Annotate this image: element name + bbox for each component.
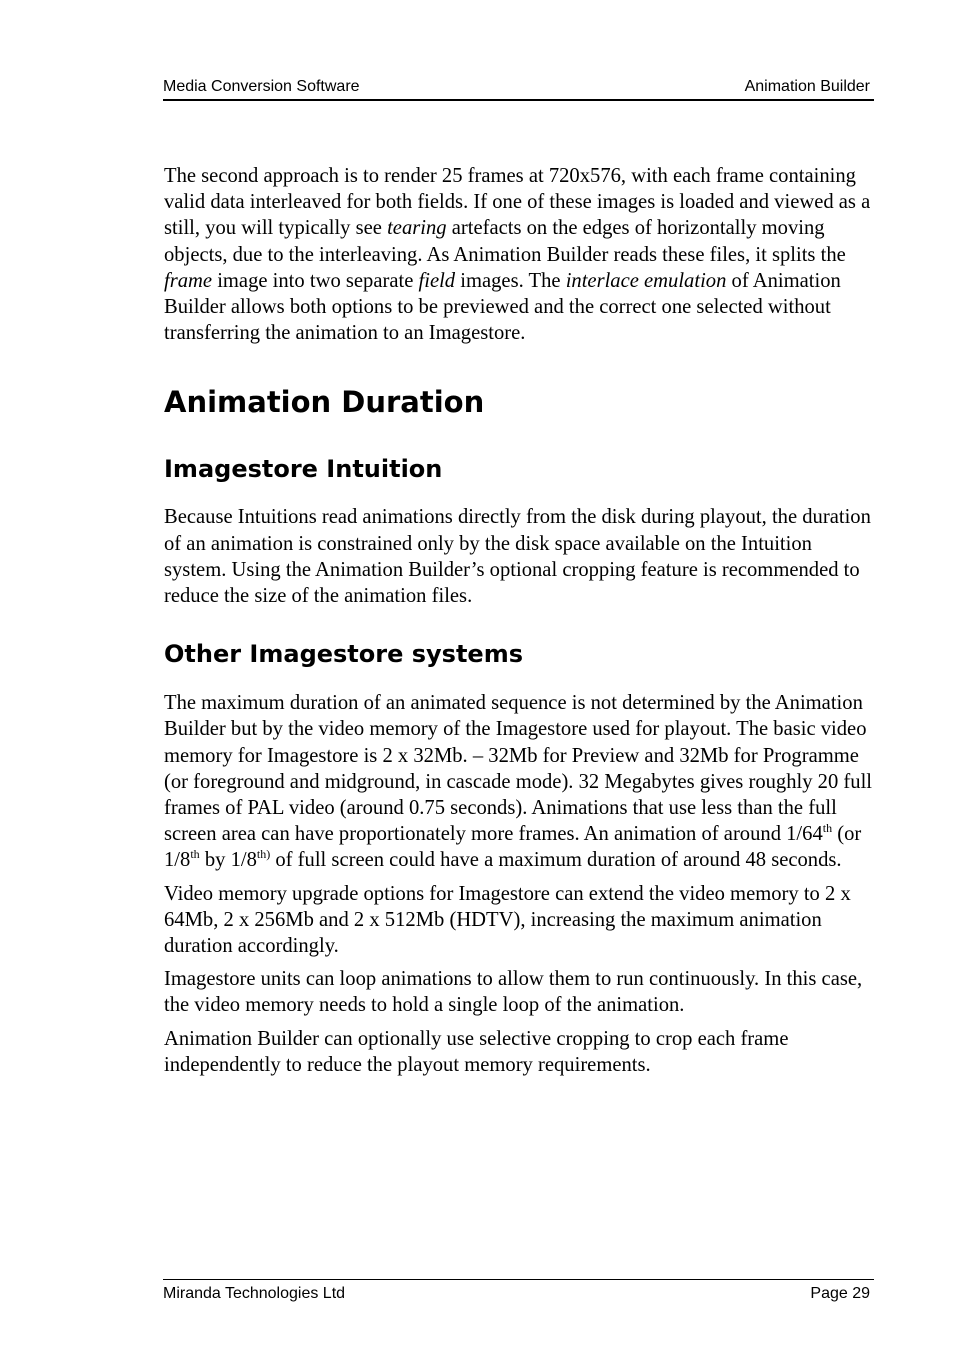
intro-text-3: image into two separate	[212, 269, 419, 292]
other-paragraph-2: Video memory upgrade options for Imagestore can extend the video memory to 2 x 64Mb, 2 x 256Mb and 2 x 512Mb (HDTV), increasing the maximum animation duration accordingly.	[164, 882, 851, 958]
footer-page-number: Page 29	[810, 1285, 870, 1302]
superscript-th-1: th	[822, 821, 833, 836]
header-doc-title: Media Conversion Software	[163, 78, 360, 95]
footer-company: Miranda Technologies Ltd	[163, 1285, 346, 1302]
superscript-th-3: th)	[256, 847, 271, 862]
other-p1-text-4: of full screen could have a maximum duration of around 48 seconds.	[270, 849, 842, 872]
page-header	[163, 77, 874, 101]
header-chapter-title: Animation Builder	[744, 78, 870, 95]
other-paragraph-3: Imagestore units can loop animations to allow them to run continuously. In this case, the video memory needs to hold a single loop of the animation.	[164, 968, 863, 1017]
other-p1-text-3: by 1/8	[199, 849, 257, 872]
intro-emphasis-interlace: interlace emulation	[565, 269, 727, 292]
intro-text-1: The second approach is to render 25 frames at 720x576, with each frame containing valid data interleaved for both fields. If one of these images is loaded and viewed as a still, you will typically see	[164, 165, 871, 240]
intro-emphasis-tearing: tearing	[387, 217, 447, 240]
other-paragraph-1	[164, 690, 876, 873]
superscript-th-2: th	[190, 847, 200, 862]
intro-paragraph	[164, 163, 876, 346]
page-footer	[163, 1279, 874, 1302]
page-content	[164, 163, 876, 1078]
intro-text-5: of Animation Builder allows both options to be previewed and the correct one selected without transferring the animation to an Imagestore.	[164, 269, 841, 345]
subsection-heading-other-imagestore: Other Imagestore systems	[164, 640, 523, 669]
intro-text-2: artefacts on the edges of horizontally moving objects, due to the interleaving. As Animation Builder reads these files, it splits the	[164, 217, 846, 266]
intro-emphasis-field: field	[418, 269, 456, 292]
other-p1-text-1: The maximum duration of an animated sequence is not determined by the Animation Builder but by the video memory of the Imagestore used for playout. The basic video memory for Imagestore is 2 x 32Mb. – 32Mb for Preview and 32Mb for Programme (or foreground and midground, in cascade mode). 32 Megabytes gives roughly 20 full frames of PAL video (around 0.75 seconds). Animations that use less than the full screen area can have proportionately more frames. An animation of around 1/64	[164, 692, 873, 846]
intro-emphasis-frame: frame	[164, 269, 213, 292]
other-paragraph-4: Animation Builder can optionally use selective cropping to crop each frame independently to reduce the playout memory requirements.	[164, 1027, 789, 1076]
section-heading-animation-duration: Animation Duration	[164, 385, 485, 420]
subsection-heading-imagestore-intuition: Imagestore Intuition	[164, 455, 443, 484]
intro-text-4: images. The	[455, 269, 566, 292]
intuition-paragraph: Because Intuitions read animations directly from the disk during playout, the duration of an animation is constrained only by the disk space available on the Intuition system. Using the Animation Builder’s optional cropping feature is recommended to reduce the size of the animation files.	[164, 506, 871, 608]
other-p1-text-2: (or 1/8	[164, 823, 862, 872]
